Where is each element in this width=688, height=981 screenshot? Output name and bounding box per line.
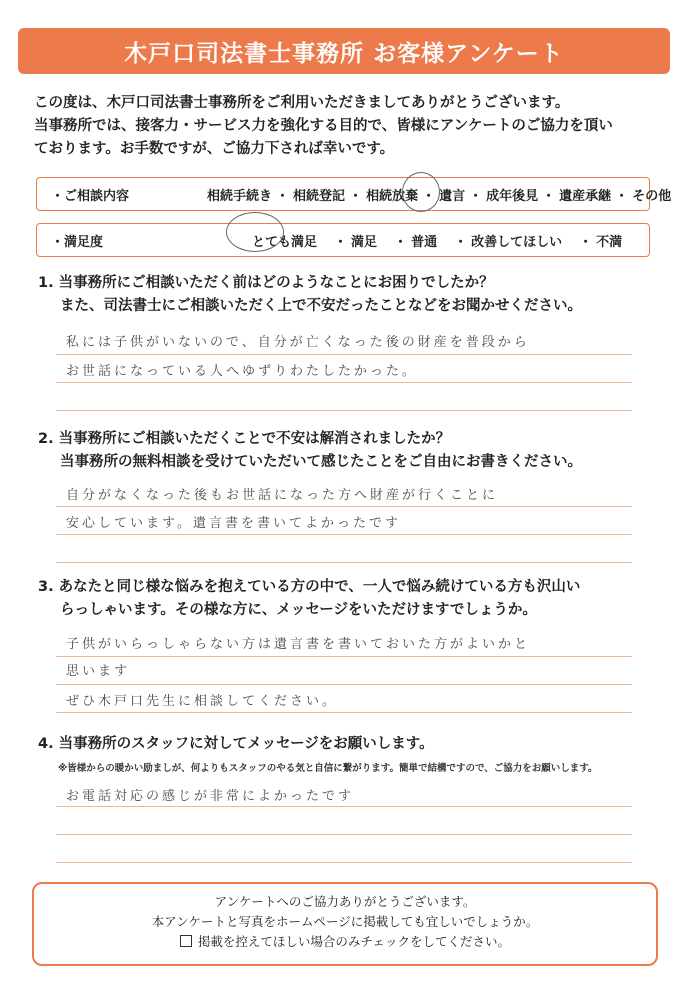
satisfaction-option-selected[interactable]: とても満足 [252,234,318,250]
footer-thanks: アンケートへのご協力ありがとうございます。 [214,894,476,909]
question-text: 2. 当事務所にご相談いただくことで不安は解消されましたか？ [38,431,451,447]
question-text: らっしゃいます。その様な方に、メッセージをいただけますでしょうか。 [60,602,537,618]
consent-box [32,882,658,966]
footer-question: 本アンケートと写真をホームページに掲載しても宜しいでしょうか。 [151,914,539,929]
answer-line [56,382,632,411]
consultation-option-selected[interactable]: 遺言 [439,188,466,204]
satisfaction-option[interactable]: 普通 [411,234,438,250]
consultation-option[interactable]: 相続放棄 [366,188,419,204]
survey-title: 木戸口司法書士事務所 お客様アンケート [124,40,564,67]
consultation-option[interactable]: 相続登記 [293,188,346,204]
question-3 [38,576,658,622]
satisfaction-option[interactable]: 改善してほしい [471,234,563,250]
answer-line [56,806,632,835]
answer-text: 自分がなくなった後もお世話になった方へ財産が行くことに [66,488,499,503]
selection-circle-icon [226,212,284,252]
question-2 [38,428,658,474]
question-text: 当事務所の無料相談を受けていただいて感じたことをご自由にお書きください。 [60,454,582,470]
consultation-options: 相続手続き ・ 相続登記 ・ 相続放棄 ・ 遺言 ・ 成年後見 ・ 遺産承継 ・ その他 [207,188,672,204]
consultation-label: ・ご相談内容 [51,188,130,204]
checkbox-label: 掲載を控えてほしい場合のみチェックをしてください。 [197,934,511,949]
consultation-box [36,177,672,211]
answer-line [56,534,632,563]
satisfaction-options: とても満足 ・ 満足 ・ 普通 ・ 改善してほしい ・ 不満 [252,234,623,250]
satisfaction-label: ・満足度 [51,234,104,250]
answer-text: 安心しています。遺言書を書いてよかったです [66,516,401,531]
survey-header [18,28,670,74]
satisfaction-box [36,223,650,257]
question-text: 1. 当事務所にご相談いただく前はどのようなことにお困りでしたか？ [38,275,494,291]
question-text: また、司法書士にご相談いただく上で不安だったことなどをお聞かせください。 [60,298,582,314]
intro-line: 当事務所では、接客力・サービス力を強化する目的で、皆様にアンケートのご協力を頂い [34,118,613,134]
question-note: ※皆様からの暖かい励ましが、何よりもスタッフのやる気と自信に繋がります。簡単で結構ですので、ご協力をお願いします。 [58,763,598,774]
intro-text [34,92,664,161]
answer-text: ぜひ木戸口先生に相談してください。 [66,694,339,709]
answer-text: 思います [66,664,131,679]
answer-line [56,834,632,863]
answer-line [56,656,632,685]
question-text: 4. 当事務所のスタッフに対してメッセージをお願いします。 [38,736,434,752]
consultation-option[interactable]: 相続手続き [207,188,273,204]
answer-text: 子供がいらっしゃらない方は遺言書を書いておいた方がよいかと [66,637,531,652]
question-1 [38,272,658,318]
consultation-option[interactable]: 遺産承継 [559,188,612,204]
answer-text: お電話対応の感じが非常によかったです [66,789,355,804]
satisfaction-option[interactable]: 不満 [596,234,623,250]
consent-checkbox[interactable] [180,935,192,947]
answer-text: 私には子供がいないので、自分が亡くなった後の財産を普段から [66,335,530,350]
footer-checkbox-row [34,932,656,952]
question-text: 3. あなたと同じ様な悩みを抱えている方の中で、一人で悩み続けている方も沢山い [38,579,581,595]
consultation-option[interactable]: 成年後見 [486,188,539,204]
question-4 [38,733,658,756]
intro-line: ております。お手数ですが、ご協力下されば幸いです。 [34,141,395,157]
satisfaction-option[interactable]: 満足 [351,234,378,250]
selection-circle-icon [402,172,440,212]
intro-line: この度は、木戸口司法書士事務所をご利用いただきましてありがとうございます。 [34,95,570,111]
answer-text: お世話になっている人へゆずりわたしたかった。 [66,364,419,379]
consultation-option[interactable]: その他 [632,188,672,204]
